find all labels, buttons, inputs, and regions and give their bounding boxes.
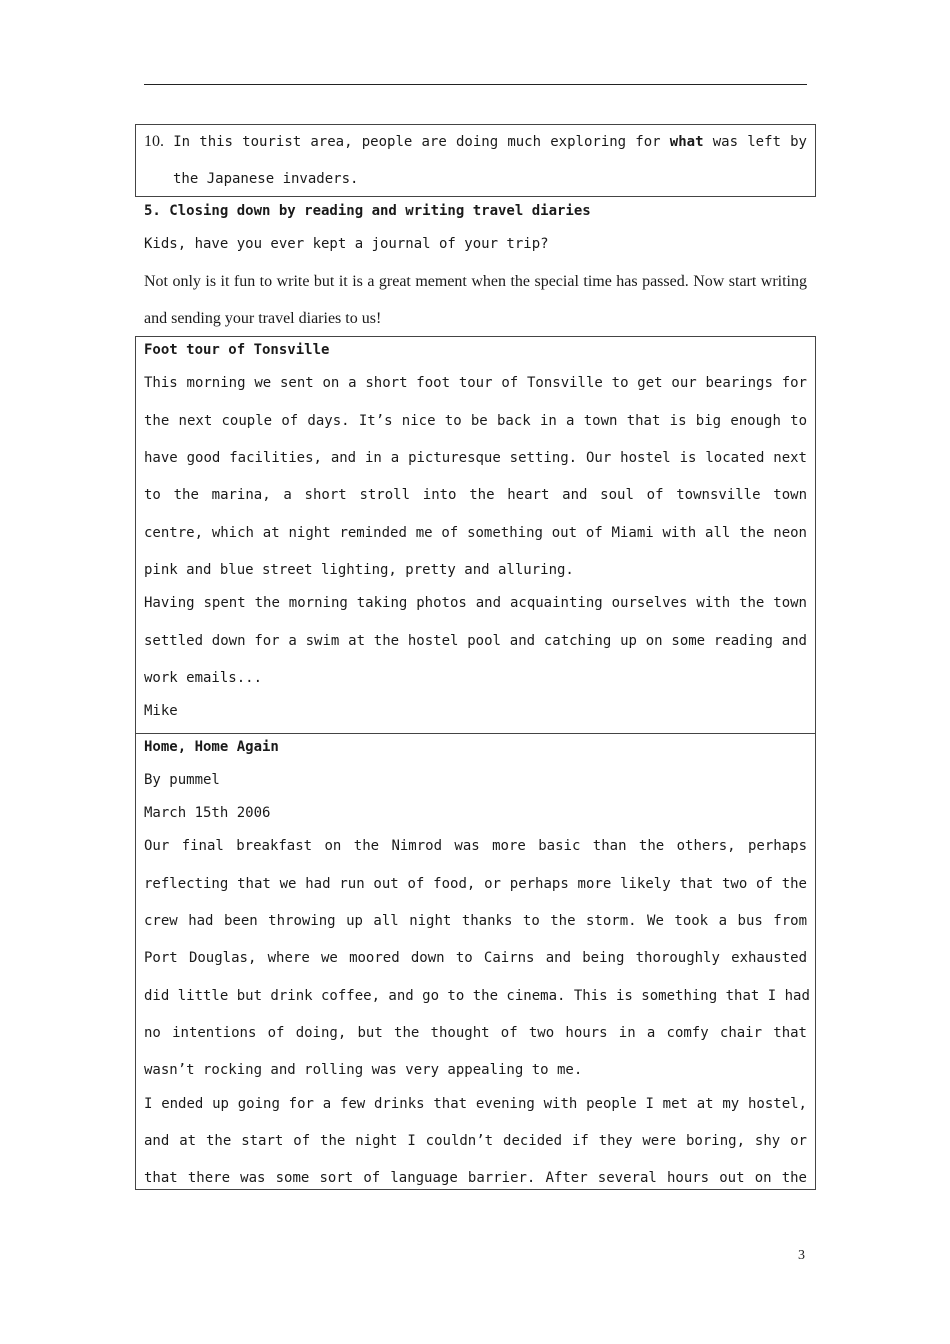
- diary-2-line: that there was some sort of language barrier. After several hours out on the: [144, 1170, 807, 1186]
- diary-2-title: Home, Home Again: [144, 739, 279, 755]
- question-10-line-2: the Japanese invaders.: [173, 171, 359, 187]
- header-rule: [144, 84, 807, 85]
- page-number: 3: [798, 1248, 805, 1263]
- diary-1-signature: Mike: [144, 703, 178, 719]
- diary-2-line: wasn’t rocking and rolling was very appealing to me.: [144, 1062, 583, 1078]
- question-10-text-before: In this tourist area, people are doing much exploring for: [173, 134, 661, 150]
- diary-1-line: centre, which at night reminded me of something out of Miami with all the neon: [144, 525, 807, 541]
- diary-2-line: Port Douglas, where we moored down to Cairns and being thoroughly exhausted: [144, 950, 807, 966]
- diary-1-box: [135, 336, 816, 734]
- diary-2-line: no intentions of doing, but the thought of two hours in a comfy chair that: [144, 1025, 807, 1041]
- diary-1-line: to the marina, a short stroll into the heart and soul of townsville town: [144, 487, 807, 503]
- question-10-box: [135, 124, 816, 197]
- question-10-line-1: [144, 129, 807, 155]
- diary-2-line: crew had been throwing up all night thanks to the storm. We took a bus from: [144, 913, 807, 929]
- diary-1-line: the next couple of days. It’s nice to be back in a town that is big enough to: [144, 413, 807, 429]
- diary-2-date: March 15th 2006: [144, 805, 271, 821]
- diary-1-line: work emails...: [144, 670, 263, 686]
- diary-2-line: I ended up going for a few drinks that evening with people I met at my hostel,: [144, 1096, 807, 1112]
- diary-2-box: [135, 733, 816, 1190]
- question-10-number: 10.: [144, 133, 164, 150]
- diary-2-line: reflecting that we had run out of food, or perhaps more likely that two of the: [144, 876, 807, 892]
- section-5-intro: Not only is it fun to write but it is a great mement when the special time has passed. Now start writing and sending your travel diaries to us!: [144, 273, 807, 327]
- section-5-question: Kids, have you ever kept a journal of your trip?: [144, 236, 549, 252]
- diary-1-line: have good facilities, and in a picturesque setting. Our hostel is located next: [144, 450, 807, 466]
- question-10-text-after: was left by: [712, 134, 807, 150]
- diary-1-line: Having spent the morning taking photos and acquainting ourselves with the town: [144, 595, 807, 611]
- diary-2-line: Our final breakfast on the Nimrod was more basic than the others, perhaps: [144, 838, 807, 854]
- diary-1-line: pink and blue street lighting, pretty and alluring.: [144, 562, 574, 578]
- section-5-heading: 5. Closing down by reading and writing travel diaries: [144, 203, 591, 219]
- diary-1-title: Foot tour of Tonsville: [144, 342, 330, 358]
- diary-2-author: By pummel: [144, 772, 220, 788]
- diary-1-line: This morning we sent on a short foot tour of Tonsville to get our bearings for: [144, 375, 807, 391]
- diary-2-line: did little but drink coffee, and go to the cinema. This is something that I had: [144, 988, 810, 1004]
- diary-2-line: and at the start of the night I couldn’t decided if they were boring, shy or: [144, 1133, 807, 1149]
- question-10-bold-word: what: [669, 134, 704, 150]
- diary-1-line: settled down for a swim at the hostel pool and catching up on some reading and: [144, 633, 807, 649]
